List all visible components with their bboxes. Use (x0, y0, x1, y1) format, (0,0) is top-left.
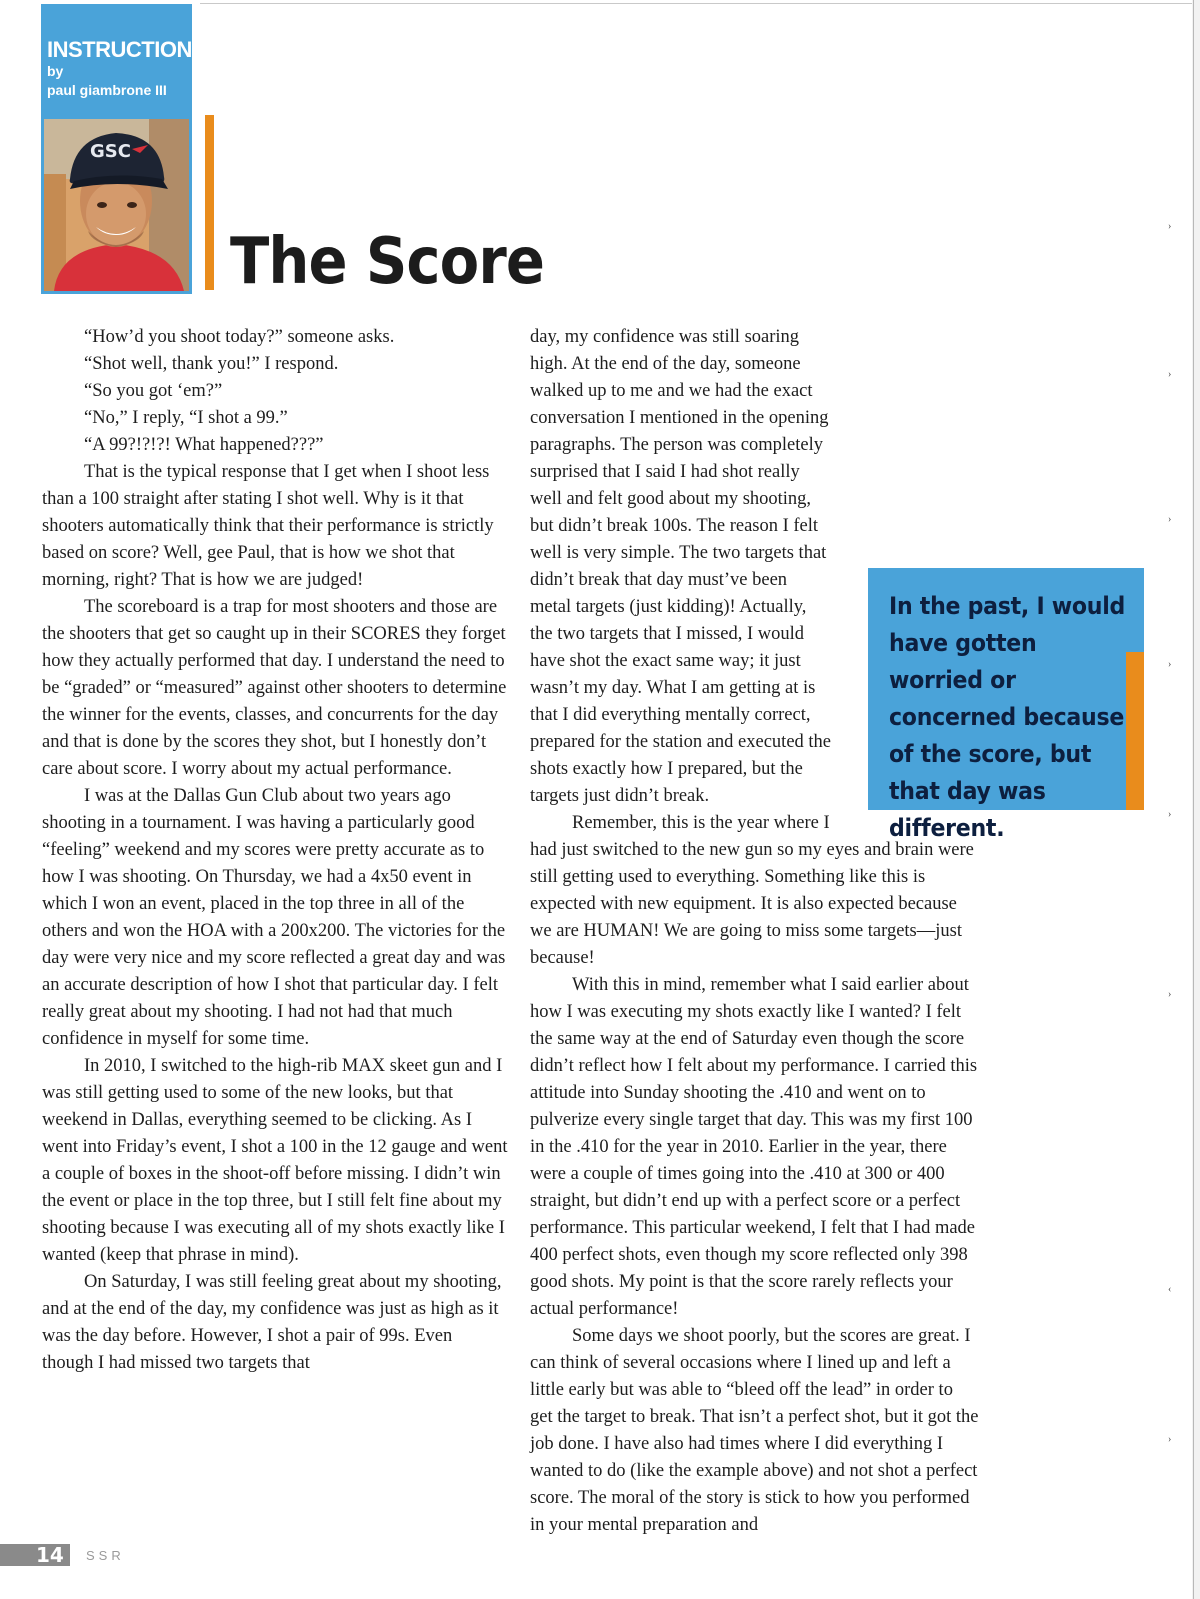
paragraph: Remember, this is the year where I had just switched to the new gun so my eyes and brain were still getting used to everything. Something like this is expected with new equipment. It is also expected because we are HUMAN! We are going to miss some targets—just because! (530, 813, 974, 968)
page-gutter-line (1193, 0, 1194, 1599)
paragraph: The scoreboard is a trap for most shooters and those are the shooters that get so caught up in their SCORES they forget how they actually performed that day. I understand the need to be “graded” or “measured” against other shooters to determine the winner for the events, classes, and concurrents for the day and that is done by the scores they shot, but I honestly don’t care about score. I worry about my actual performance. (42, 597, 507, 779)
section-kicker: INSTRUCTION (47, 37, 192, 62)
paragraph: “So you got ‘em?” (84, 381, 223, 401)
edge-mark: › (1168, 659, 1172, 670)
paragraph: That is the typical response that I get when I shoot less than a 100 straight after stating I shot well. Why is it that shooters automatically think that their performance is strictly based on score? Well, gee Paul, that is how we shot that morning, right? That is how we are judged! (42, 462, 494, 590)
paragraph: In 2010, I switched to the high-rib MAX skeet gun and I was still getting used to some of the new looks, but that weekend in Dallas, everything seemed to be clicking. As I went into Friday’s event, I shot a 100 in the 12 gauge and went a couple of boxes in the shoot-off before missing. I didn’t win the event or place in the top three, but I still felt fine about my shooting because I was executing all of my shots exactly like I wanted (keep that phrase in mind). (42, 1056, 508, 1265)
paragraph: “No,” I reply, “I shot a 99.” (84, 408, 288, 428)
edge-mark: › (1168, 1434, 1172, 1445)
author-name: paul giambrone III (47, 82, 167, 98)
paragraph: “A 99?!?!?! What happened???” (84, 435, 324, 455)
author-photo-frame (41, 116, 192, 294)
edge-mark: › (1168, 514, 1172, 525)
paragraph: Some days we shoot poorly, but the scores are great. I can think of several occasions where I lined up and left a little early but was able to “bleed off the lead” in order to get the target to break. That isn’t a perfect shot, but it got the job done. I have also had times where I did everything I wanted to do (like the example above) and not shot a perfect score. The moral of the story is stick to how you performed in your mental preparation and (530, 1326, 979, 1535)
pull-quote-text: In the past, I would have gotten worried or concerned because of the score, but that day was different. (889, 592, 1126, 842)
byline-box (41, 4, 192, 116)
pull-quote-box (868, 568, 1144, 842)
article-title: The Score (230, 225, 544, 299)
author-photo (44, 119, 189, 291)
edge-mark: › (1168, 369, 1172, 380)
top-rule (200, 3, 1200, 4)
byline-by: by (47, 63, 64, 79)
cap-logo-text: GSC (90, 141, 131, 162)
article-column-left (42, 324, 508, 1377)
pull-quote-accent-bar (1126, 652, 1144, 810)
edge-mark: › (1168, 809, 1172, 820)
paragraph: On Saturday, I was still feeling great about my shooting, and at the end of the day, my confidence was just as high as it was the day before. However, I shot a pair of 99s. Even though I had missed two targets that (42, 1272, 502, 1373)
magazine-name: SSR (86, 1548, 125, 1563)
paragraph-text: day, my confidence was still soaring high. At the end of the day, someone walked up to me and we had the exact conversation I mentioned in the opening paragraphs. The person was completely surprised that I said I had shot really well and felt good about my shooting, but didn’t break 100s. The reason I felt well is very simple. The two targets that didn’t break that day must’ve been metal targets (just kidding)! Actually, the two targets that I missed, I would have shot the exact same way; it just wasn’t my day. What I am getting at is that I did everything mentally correct, prepared for the station and executed the shots exactly how I prepared, but the targets just didn’t break. (530, 327, 832, 806)
page-number: 14 (36, 1543, 64, 1567)
edge-mark: › (1168, 989, 1172, 1000)
edge-mark: ‹ (1168, 1284, 1172, 1295)
paragraph: “Shot well, thank you!” I respond. (84, 354, 339, 374)
paragraph: I was at the Dallas Gun Club about two years ago shooting in a tournament. I was having a particularly good “feeling” weekend and my scores were pretty accurate as to how I was shooting. On Thursday, we had a 4x50 event in which I won an event, placed in the top three in all of the others and won the HOA with a 200x200. The victories for the day were very nice and my score reflected a great day and was an accurate description of how I shot that particular day. I felt really great about my shooting. I had not had that much confidence in myself for some time. (42, 786, 506, 1049)
title-accent-bar (205, 115, 214, 290)
paragraph: “How’d you shoot today?” someone asks. (84, 327, 395, 347)
edge-mark: › (1168, 221, 1172, 232)
article-column-right (530, 324, 980, 1539)
paragraph: With this in mind, remember what I said earlier about how I was executing my shots exactly like I wanted? I felt the same way at the end of Saturday even though the score didn’t reflect how I felt about my performance. I carried this attitude into Sunday shooting the .410 and went on to pulverize every single target that day. This was my first 100 in the .410 for the year in 2010. Earlier in the year, there were a couple of times going into the .410 at 300 or 400 straight, but didn’t end up with a perfect score or a perfect performance. This particular weekend, I felt that I had made 400 perfect shots, even though my score reflected only 398 good shots. My point is that the score rarely reflects your actual performance! (530, 975, 978, 1319)
